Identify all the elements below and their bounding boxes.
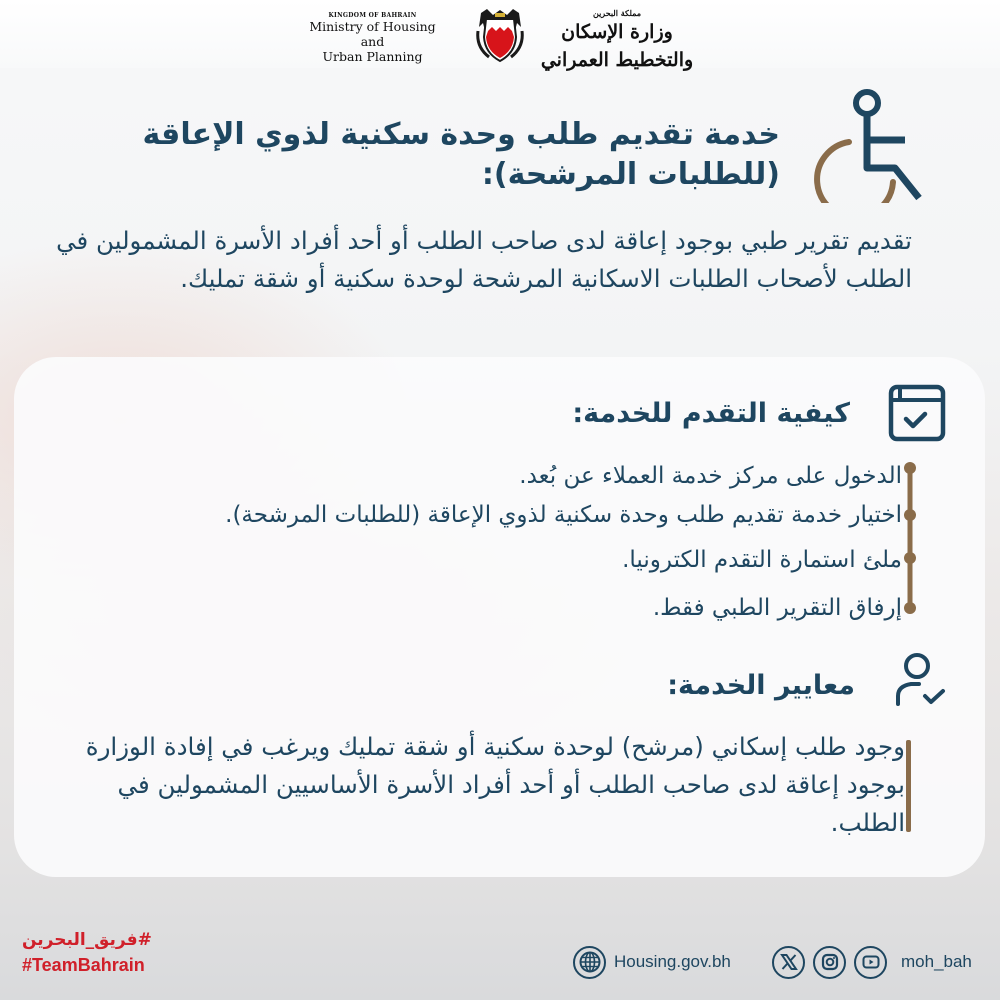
instagram-icon[interactable] xyxy=(813,946,846,979)
how-to-apply-title: كيفية التقدم للخدمة: xyxy=(572,398,850,429)
browser-window-check-icon xyxy=(887,383,947,443)
logo-name-ar: وزارة الإسكان والتخطيط العمراني xyxy=(540,21,694,71)
ministry-logo-arabic xyxy=(532,8,702,74)
hashtag-english: #TeamBahrain xyxy=(22,955,145,975)
logo-name-en-line1: Ministry of Housing and xyxy=(309,19,436,49)
ministry-logo-english xyxy=(305,12,440,64)
steps-list xyxy=(32,458,912,632)
user-check-icon xyxy=(893,650,948,710)
logo-kingdom-ar: مملكة البحرين xyxy=(592,8,642,18)
criteria-accent-bar xyxy=(906,740,911,832)
website-url[interactable]: Housing.gov.bh xyxy=(614,952,731,971)
logo-name-en-line2: Urban Planning xyxy=(322,49,423,64)
criteria-text: وجود طلب إسكاني (مرشح) لوحدة سكنية أو شقة تمليك ويرغب في إفادة الوزارة بوجود إعاقة لدى صاحب الطلب أو أحد أفراد الأسرة الأساسيين المشمولين في الطلب. xyxy=(85,732,905,837)
x-icon[interactable] xyxy=(772,946,805,979)
hashtag-arabic: #فريق_البحرين xyxy=(22,930,152,950)
service-description: تقديم تقرير طبي بوجود إعاقة لدى صاحب الطلب أو أحد أفراد الأسرة المشمولين في الطلب لأصحاب الطلبات الاسكانية المرشحة لوحدة سكنية أو شقة تمليك. xyxy=(56,226,912,293)
page-title xyxy=(80,115,780,195)
wheelchair-accessibility-icon xyxy=(805,78,930,203)
globe-icon xyxy=(573,946,606,979)
criteria-title: معايير الخدمة: xyxy=(667,670,855,701)
step-item: اختيار خدمة تقديم طلب وحدة سكنية لذوي الإعاقة (للطلبات المرشحة). xyxy=(225,502,902,528)
website-link[interactable] xyxy=(573,944,731,980)
social-links xyxy=(772,944,972,980)
social-handle[interactable]: moh_bah xyxy=(901,952,972,971)
step-item: إرفاق التقرير الطبي فقط. xyxy=(652,595,902,621)
bahrain-emblem-icon xyxy=(475,7,525,63)
step-item: ملئ استمارة التقدم الكترونيا. xyxy=(622,547,902,573)
logo-kingdom-en: KINGDOM OF BAHRAIN xyxy=(328,12,417,19)
page-title-line1: خدمة تقديم طلب وحدة سكنية لذوي الإعاقة xyxy=(142,117,780,152)
step-item: الدخول على مركز خدمة العملاء عن بُعد. xyxy=(519,463,902,489)
page-title-line2: (للطلبات المرشحة): xyxy=(481,157,780,192)
hashtags xyxy=(22,928,152,978)
youtube-icon[interactable] xyxy=(854,946,887,979)
